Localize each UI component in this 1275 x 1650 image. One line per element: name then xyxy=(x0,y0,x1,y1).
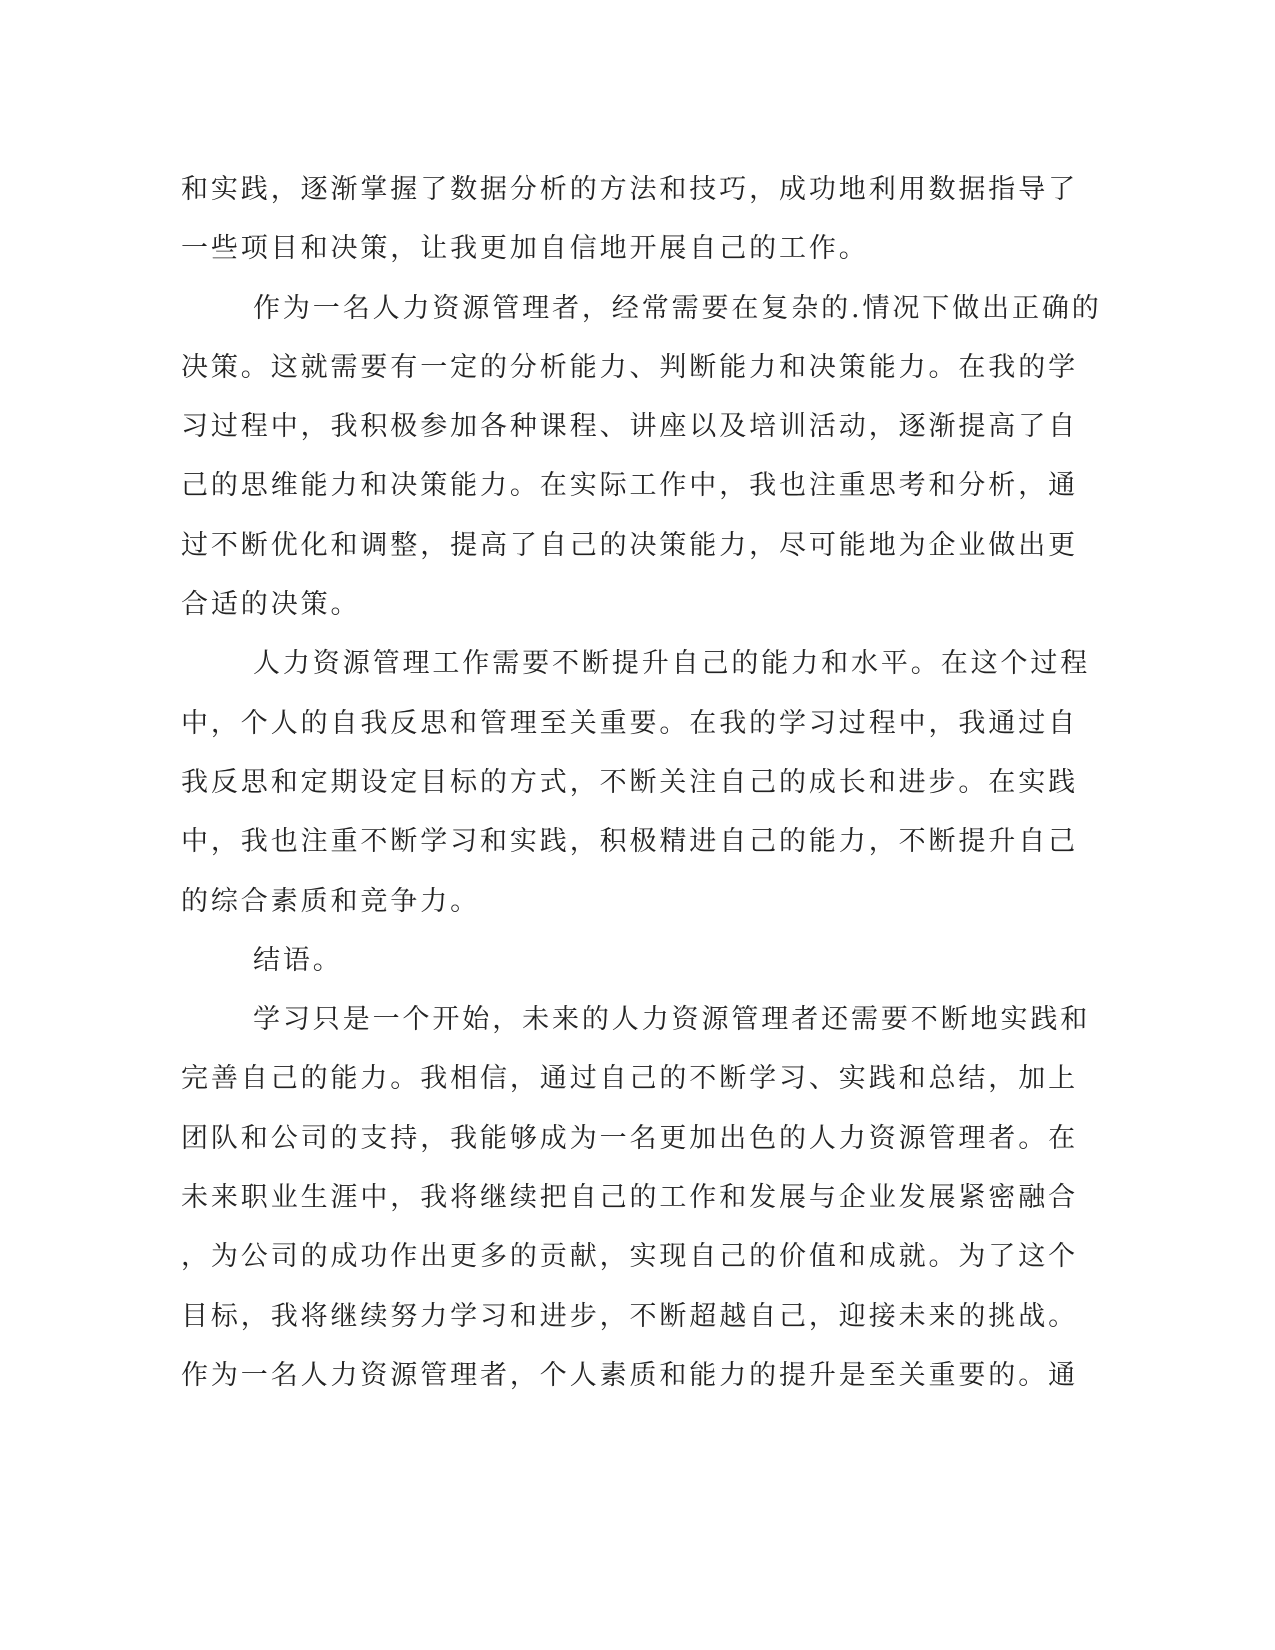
text-line: 我反思和定期设定目标的方式，不断关注自己的成长和进步。在实践 xyxy=(181,766,1078,798)
paragraph-first-line: 人力资源管理工作需要不断提升自己的能力和水平。在这个过程 xyxy=(253,648,1091,680)
text-line: 己的思维能力和决策能力。在实际工作中，我也注重思考和分析，通 xyxy=(181,470,1078,502)
section-heading: 结语。 xyxy=(253,944,343,976)
text-line: 过不断优化和调整，提高了自己的决策能力，尽可能地为企业做出更 xyxy=(181,529,1078,561)
text-line: 作为一名人力资源管理者，个人素质和能力的提升是至关重要的。通 xyxy=(181,1359,1078,1391)
text-line: 和实践，逐渐掌握了数据分析的方法和技巧，成功地利用数据指导了 xyxy=(181,174,1078,205)
paragraph-first-line: 作为一名人力资源管理者，经常需要在复杂的.情况下做出正确的 xyxy=(253,292,1102,324)
paragraph-first-line: 学习只是一个开始，未来的人力资源管理者还需要不断地实践和 xyxy=(253,1004,1091,1036)
document-body xyxy=(181,160,1102,1405)
text-line: 目标，我将继续努力学习和进步，不断超越自己，迎接未来的挑战。 xyxy=(181,1300,1078,1332)
text-line: 的综合素质和竞争力。 xyxy=(181,885,480,917)
text-line: ，为公司的成功作出更多的贡献，实现自己的价值和成就。为了这个 xyxy=(181,1241,1078,1273)
text-line: 团队和公司的支持，我能够成为一名更加出色的人力资源管理者。在 xyxy=(181,1122,1078,1154)
text-line: 未来职业生涯中，我将继续把自己的工作和发展与企业发展紧密融合 xyxy=(181,1182,1078,1214)
text-line: 习过程中，我积极参加各种课程、讲座以及培训活动，逐渐提高了自 xyxy=(181,411,1078,443)
text-line: 合适的决策。 xyxy=(181,589,361,621)
text-line: 中，个人的自我反思和管理至关重要。在我的学习过程中，我通过自 xyxy=(181,707,1078,739)
text-line: 中，我也注重不断学习和实践，积极精进自己的能力，不断提升自己 xyxy=(181,826,1078,858)
text-line: 一些项目和决策，让我更加自信地开展自己的工作。 xyxy=(181,233,869,265)
text-line: 决策。这就需要有一定的分析能力、判断能力和决策能力。在我的学 xyxy=(181,351,1078,383)
text-line: 完善自己的能力。我相信，通过自己的不断学习、实践和总结，加上 xyxy=(181,1063,1078,1095)
